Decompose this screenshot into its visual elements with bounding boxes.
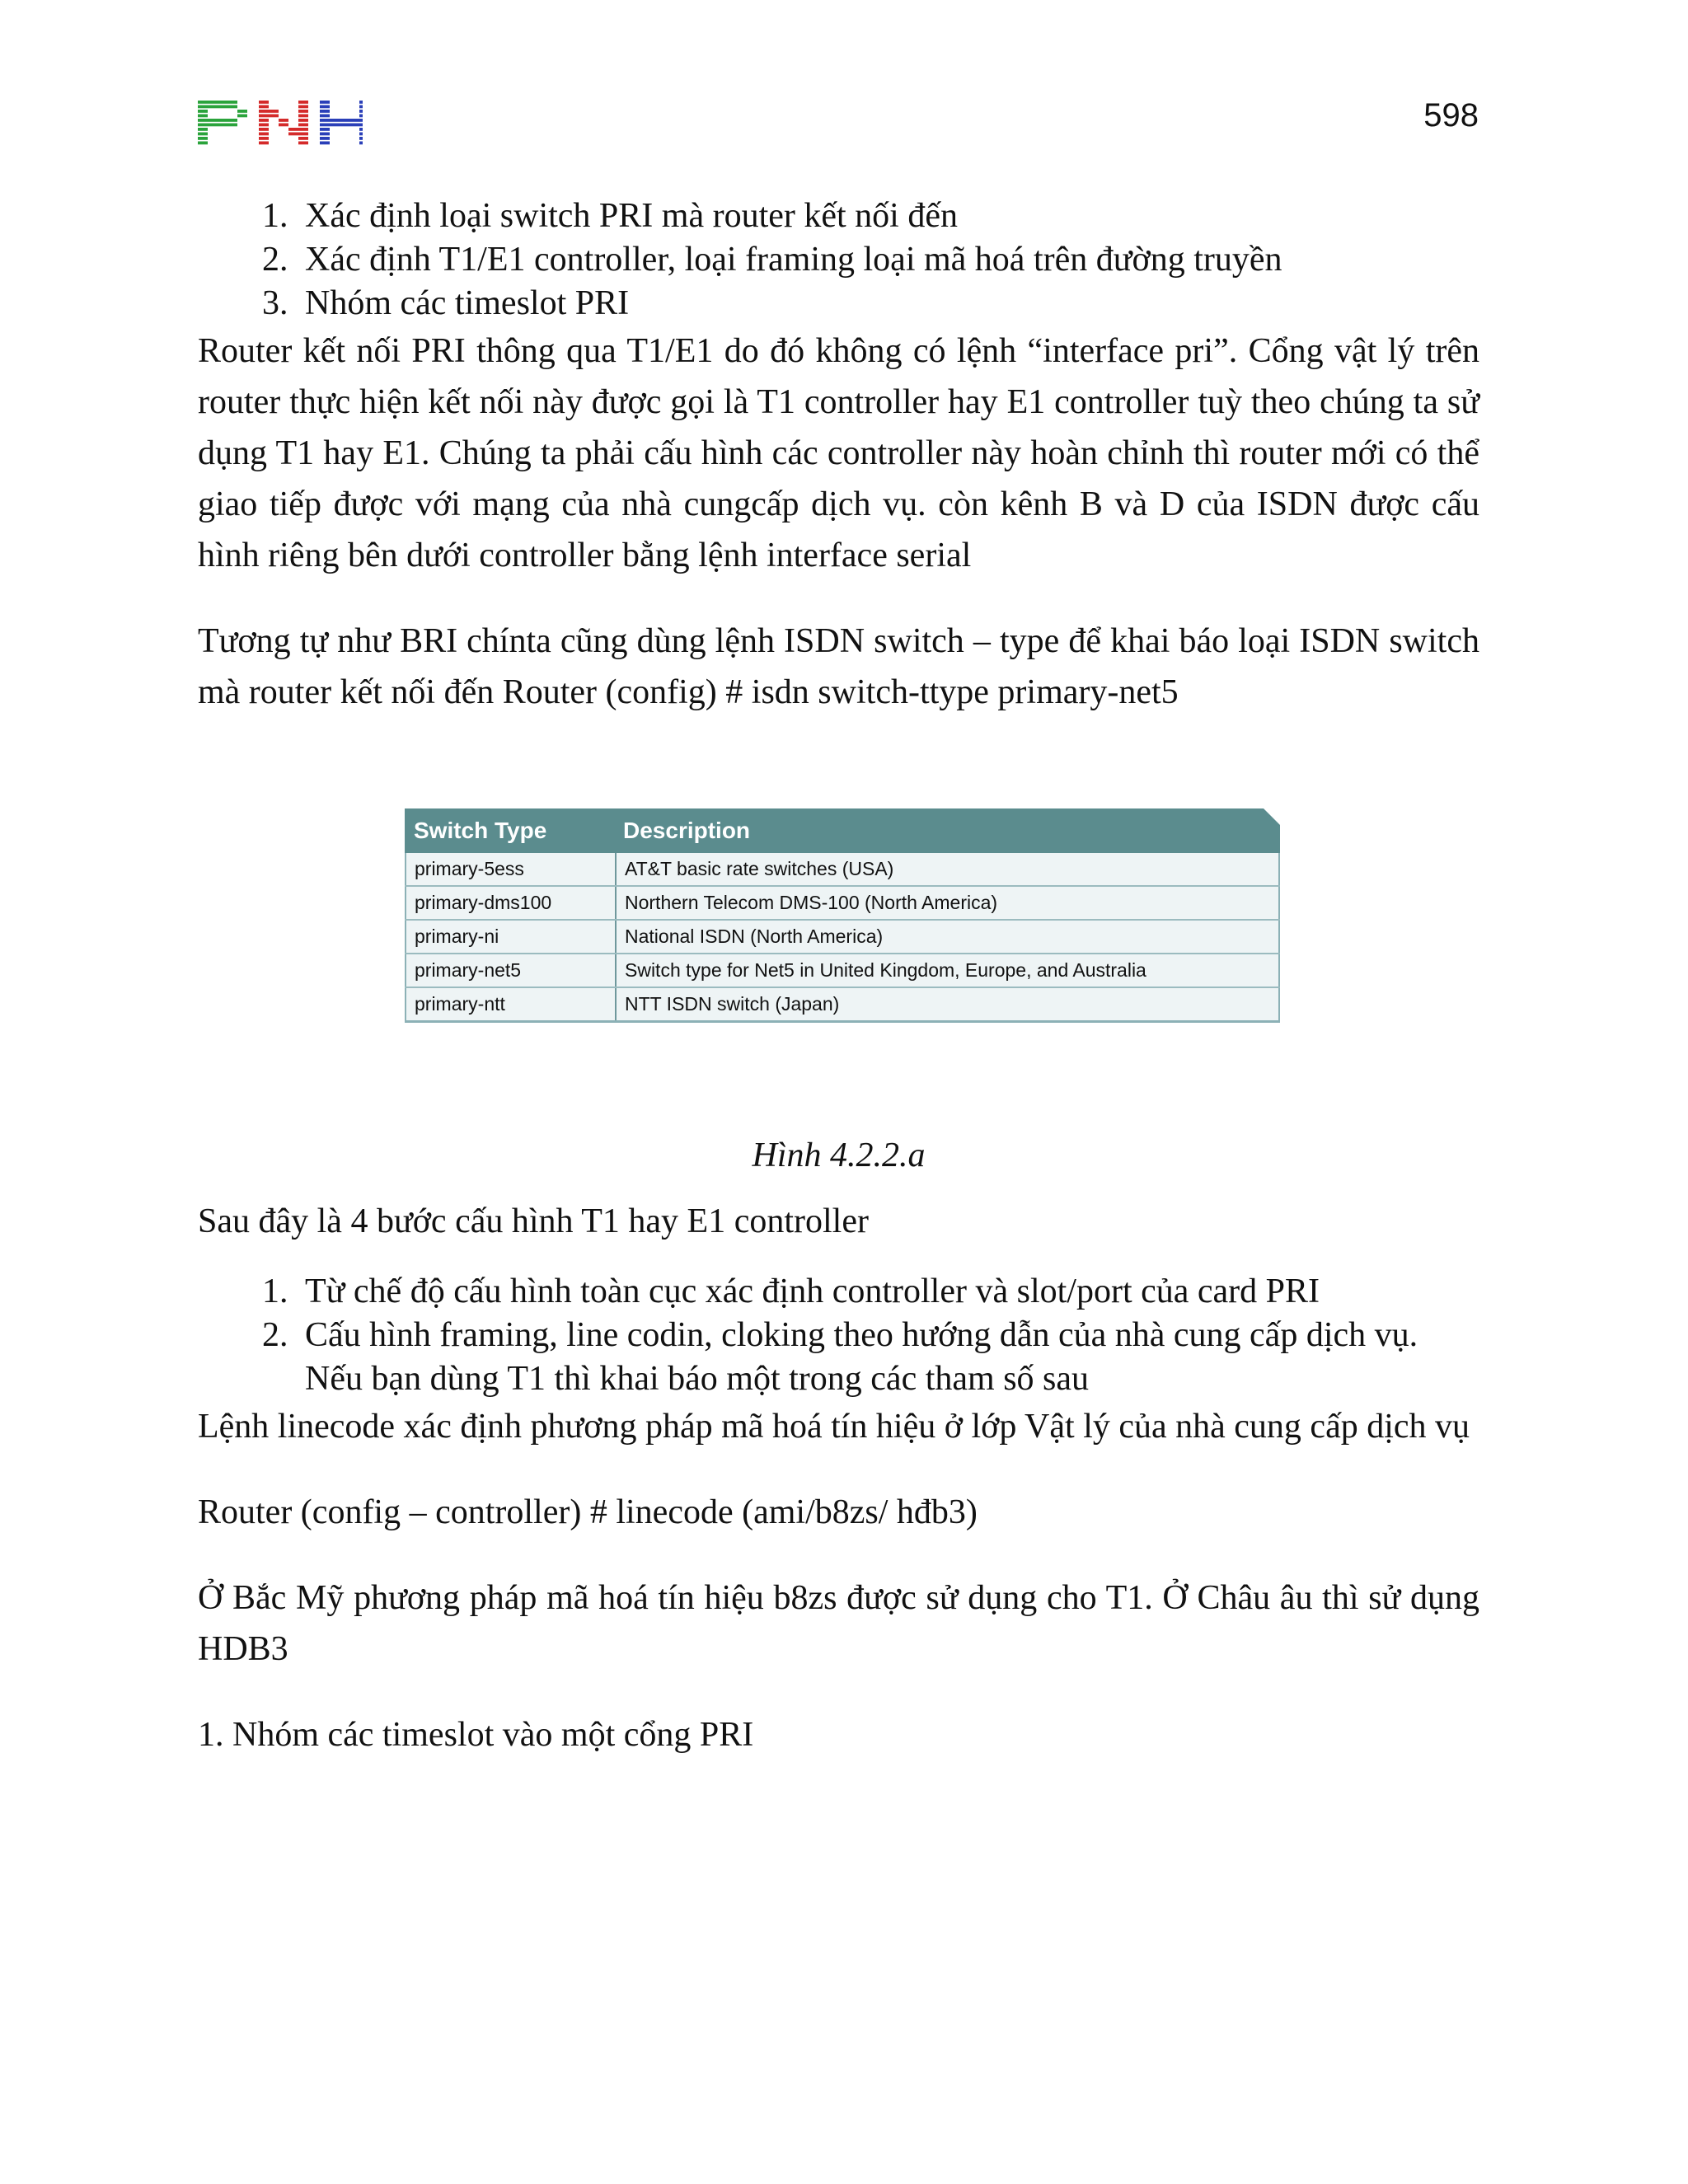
logo-stripe <box>218 119 227 122</box>
logo-stripe <box>269 115 279 118</box>
paragraph-isdn-switch: Tương tự như BRI chínta cũng dùng lệnh ISDN switch – type để khai báo loại ISDN switch mà router kết nối đến Router (config) # isdn switch-ttype primary-net5 <box>198 622 1479 711</box>
logo-stripe <box>320 110 330 113</box>
switch-type-table <box>405 853 1280 1023</box>
logo-stripe <box>359 142 363 145</box>
cell-switch-type: primary-5ess <box>406 853 616 886</box>
page-content <box>198 194 1479 1760</box>
logo-stripe <box>298 124 308 127</box>
page-number: 598 <box>1423 97 1479 134</box>
logo-stripe <box>198 105 208 109</box>
cell-switch-type: primary-dms100 <box>406 886 616 920</box>
logo-stripe <box>198 133 208 136</box>
pnh-logo <box>198 101 363 147</box>
header-corner-notch <box>1263 808 1281 826</box>
list-item: 3. Nhóm các timeslot PRI <box>297 282 1479 326</box>
logo-stripe <box>259 105 269 109</box>
logo-stripe <box>279 124 288 127</box>
cell-description: AT&T basic rate switches (USA) <box>616 853 1279 886</box>
table-row <box>406 954 1279 987</box>
logo-stripe <box>208 101 218 104</box>
logo-stripe <box>259 133 269 136</box>
logo-stripe <box>359 101 363 104</box>
switch-type-figure <box>405 808 1280 1023</box>
header-description: Description <box>623 818 751 843</box>
logo-stripe <box>298 133 308 136</box>
logo-stripe <box>320 124 330 127</box>
list-item: 2. Xác định T1/E1 controller, loại framing loại mã hoá trên đường truyền <box>297 238 1479 282</box>
table-row <box>406 886 1279 920</box>
logo-stripe <box>259 128 269 131</box>
logo-stripe <box>359 119 363 122</box>
logo-stripe <box>320 115 330 118</box>
logo-stripe <box>227 119 237 122</box>
logo-stripe <box>208 119 218 122</box>
logo-stripe <box>330 119 340 122</box>
pri-steps-list <box>198 194 1479 326</box>
logo-stripe <box>259 101 269 104</box>
logo-stripe <box>298 101 308 104</box>
logo-stripe <box>218 105 227 109</box>
logo-stripe <box>320 142 330 145</box>
logo-stripe <box>349 124 359 127</box>
logo-stripe <box>227 105 237 109</box>
logo-stripe <box>298 142 308 145</box>
logo-stripe <box>320 105 330 109</box>
logo-stripe <box>279 119 288 122</box>
list-item: 1. Từ chế độ cấu hình toàn cục xác định controller và slot/port của card PRI <box>297 1270 1479 1314</box>
logo-stripe <box>298 115 308 118</box>
logo-stripe <box>198 137 208 140</box>
cell-description: National ISDN (North America) <box>616 920 1279 954</box>
paragraph-intro-steps: Sau đây là 4 bước cấu hình T1 hay E1 controller <box>198 1202 869 1240</box>
logo-stripe <box>330 124 340 127</box>
paragraph-pri-controller: Router kết nối PRI thông qua T1/E1 do đó không có lệnh “interface pri”. Cổng vật lý trên router thực hiện kết nối này được gọi là T1 controller hay E1 controller tuỳ theo chúng ta sử dụng T1 hay E1. Chúng ta phải cấu hình các controller này hoàn chỉnh thì router mới có thể giao tiếp được với mạng của nhà cungcấp dịch vụ. còn kênh B và D của ISDN được cấu hình riêng bên dưới controller bằng lệnh interface serial <box>198 332 1479 574</box>
logo-stripe <box>227 124 237 127</box>
logo-letter-n <box>259 101 308 144</box>
cell-description: Switch type for Net5 in United Kingdom, Europe, and Australia <box>616 954 1279 987</box>
cell-switch-type: primary-ntt <box>406 987 616 1022</box>
logo-stripe <box>349 119 359 122</box>
logo-stripe <box>259 119 269 122</box>
logo-stripe <box>340 124 349 127</box>
logo-stripe <box>198 101 208 104</box>
logo-stripe <box>198 124 208 127</box>
header-switch-type: Switch Type <box>414 818 547 843</box>
linecode-command: Router (config – controller) # linecode (ami/b8zs/ hđb3) <box>198 1493 978 1531</box>
logo-stripe <box>198 110 208 113</box>
logo-stripe <box>320 119 330 122</box>
logo-stripe <box>259 137 269 140</box>
logo-stripe <box>298 110 308 113</box>
table-row <box>406 920 1279 954</box>
logo-stripe <box>259 142 269 145</box>
logo-stripe <box>359 128 363 131</box>
cell-description: Northern Telecom DMS-100 (North America) <box>616 886 1279 920</box>
logo-stripe <box>237 110 247 113</box>
logo-letter-p <box>198 101 247 144</box>
logo-stripe <box>320 133 330 136</box>
logo-stripe <box>340 119 349 122</box>
logo-stripe <box>218 124 227 127</box>
figure-caption: Hình 4.2.2.a <box>752 1137 926 1174</box>
list-item: 2. Cấu hình framing, line codin, cloking theo hướng dẫn của nhà cung cấp dịch vụ. Nếu bạn dùng T1 thì khai báo một trong các tham số sau <box>297 1314 1479 1401</box>
logo-stripe <box>237 115 247 118</box>
controller-steps-list <box>198 1270 1479 1401</box>
logo-stripe <box>198 115 208 118</box>
list-item: 1. Xác định loại switch PRI mà router kết nối đến <box>297 194 1479 238</box>
logo-stripe <box>320 101 330 104</box>
logo-stripe <box>359 124 363 127</box>
logo-letter-h <box>320 101 363 144</box>
logo-stripe <box>288 128 298 131</box>
logo-stripe <box>298 128 308 131</box>
table-row <box>406 853 1279 886</box>
logo-stripe <box>298 105 308 109</box>
logo-stripe <box>208 105 218 109</box>
logo-stripe <box>359 137 363 140</box>
paragraph-last-step: 1. Nhóm các timeslot vào một cổng PRI <box>198 1716 754 1754</box>
logo-stripe <box>269 110 279 113</box>
logo-stripe <box>208 124 218 127</box>
logo-stripe <box>359 133 363 136</box>
logo-stripe <box>259 110 269 113</box>
logo-stripe <box>359 105 363 109</box>
logo-stripe <box>320 128 330 131</box>
table-row <box>406 987 1279 1022</box>
logo-stripe <box>359 115 363 118</box>
logo-stripe <box>298 119 308 122</box>
logo-stripe <box>198 142 208 145</box>
logo-stripe <box>320 137 330 140</box>
logo-stripe <box>259 115 269 118</box>
logo-stripe <box>359 110 363 113</box>
cell-switch-type: primary-net5 <box>406 954 616 987</box>
logo-stripe <box>259 124 269 127</box>
figure-header <box>405 808 1280 853</box>
logo-stripe <box>198 119 208 122</box>
figure-container <box>198 808 1479 1031</box>
logo-stripe <box>218 101 227 104</box>
paragraph-region-encoding: Ở Bắc Mỹ phương pháp mã hoá tín hiệu b8zs được sử dụng cho T1. Ở Châu âu thì sử dụng HDB3 <box>198 1579 1479 1668</box>
cell-description: NTT ISDN switch (Japan) <box>616 987 1279 1022</box>
paragraph-linecode: Lệnh linecode xác định phương pháp mã hoá tín hiệu ở lớp Vật lý của nhà cung cấp dịch vụ <box>198 1408 1470 1446</box>
logo-stripe <box>227 101 237 104</box>
cell-switch-type: primary-ni <box>406 920 616 954</box>
logo-stripe <box>198 128 208 131</box>
logo-stripe <box>288 133 298 136</box>
logo-stripe <box>298 137 308 140</box>
